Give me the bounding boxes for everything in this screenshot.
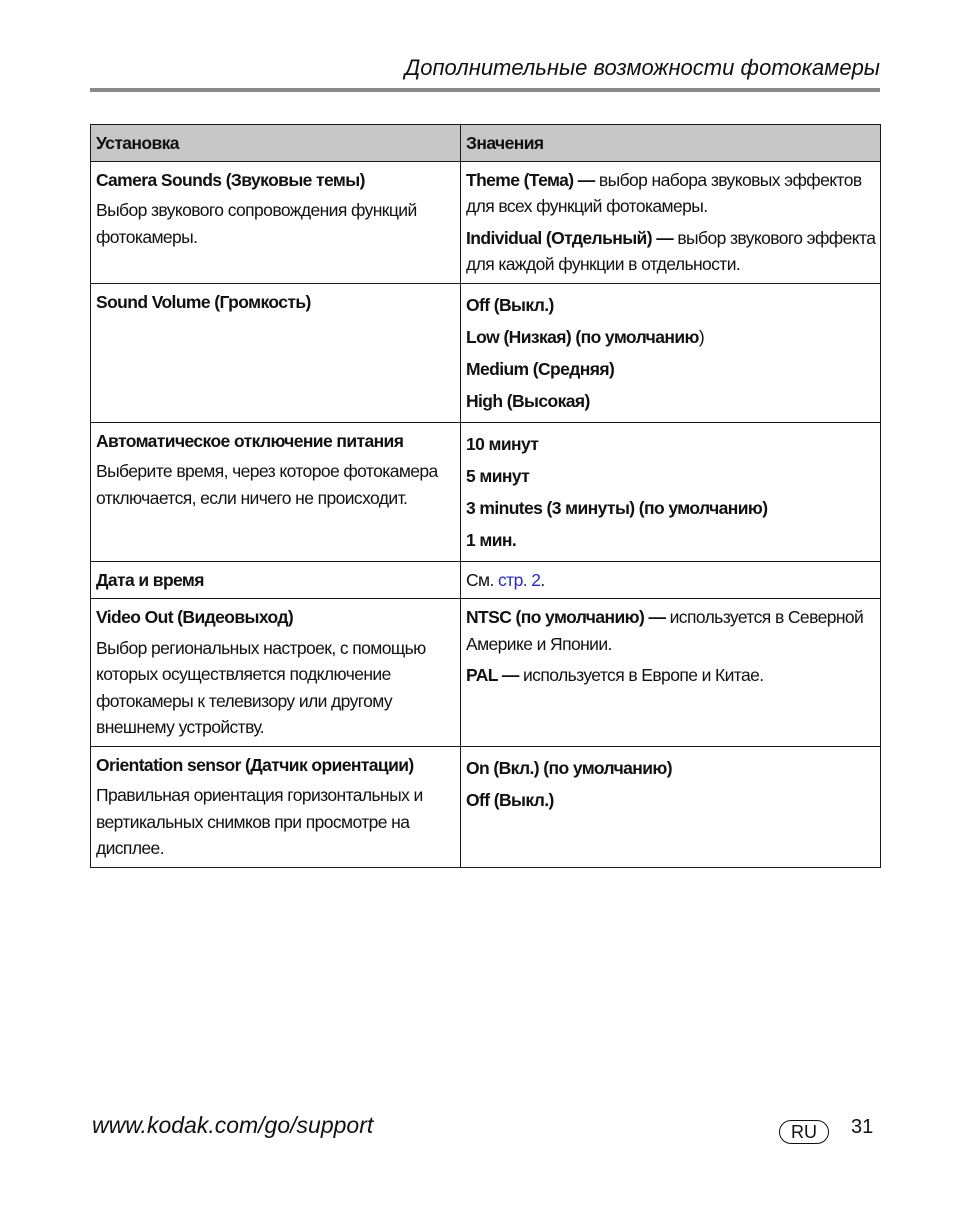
setting-cell — [91, 161, 461, 283]
value-label: Theme (Тема) — — [466, 169, 595, 190]
value-option — [466, 662, 876, 689]
value-text: используется в Северной Америке и Японии. — [466, 607, 864, 654]
page-header-title: Дополнительные возможности фотокамеры — [404, 55, 880, 80]
value-label: Low (Низкая) (по умолчанию — [466, 326, 699, 347]
value-option: High (Высокая) — [466, 390, 590, 411]
value-option: 10 минут — [466, 433, 539, 454]
setting-name: Video Out (Видеовыход) — [96, 607, 294, 627]
setting-name: Sound Volume (Громкость) — [96, 291, 311, 312]
value-text: используется в Европе и Китае. — [518, 665, 764, 685]
value-option: Off (Выкл.) — [466, 294, 554, 315]
setting-cell — [91, 599, 461, 747]
table-header-row — [91, 125, 881, 162]
setting-cell — [91, 561, 461, 599]
value-option: 3 minutes (3 минуты) (по умолчанию) — [466, 497, 768, 518]
setting-name: Автоматическое отключение питания — [96, 430, 404, 451]
setting-name: Дата и время — [96, 569, 204, 590]
values-cell — [461, 283, 881, 422]
column-header-values: Значения — [461, 125, 881, 162]
support-url: www.kodak.com/go/support — [92, 1112, 374, 1138]
value-label: PAL — — [466, 665, 519, 685]
values-cell — [461, 746, 881, 867]
setting-description: Выбор региональных настроек, с помощью которых осуществляется подключение фотокамеры к телевизору или другому внешнему устройству. — [96, 637, 426, 737]
setting-description: Правильная ориентация горизонтальных и вертикальных снимков при просмотре на дисплее. — [96, 785, 423, 858]
setting-name: Camera Sounds (Звуковые темы) — [96, 169, 365, 190]
setting-name: Orientation sensor (Датчик ориентации) — [96, 754, 414, 775]
value-label: NTSC (по умолчанию) — — [466, 607, 666, 627]
settings-table — [90, 124, 881, 868]
setting-cell — [91, 283, 461, 422]
value-label: Individual (Отдельный) — — [466, 227, 674, 248]
setting-description: Выбор звукового сопровождения функций фотокамеры. — [96, 200, 417, 247]
value-option: Off (Выкл.) — [466, 789, 554, 810]
values-cell — [461, 599, 881, 747]
value-option: 5 минут — [466, 465, 530, 486]
value-text: выбор звукового эффекта для каждой функции в отдельности. — [466, 227, 876, 274]
header-divider — [90, 88, 880, 92]
value-option — [466, 321, 876, 353]
value-option — [466, 167, 876, 220]
setting-description: Выберите время, через которое фотокамера отключается, если ничего не происходит. — [96, 461, 438, 508]
setting-cell — [91, 746, 461, 867]
values-cell — [461, 161, 881, 283]
table-row — [91, 422, 881, 561]
value-option — [466, 604, 876, 657]
value-option — [466, 225, 876, 278]
page-number: 31 — [851, 1116, 874, 1138]
page-reference-link[interactable]: стр. 2 — [498, 569, 541, 590]
table-row — [91, 283, 881, 422]
table-row — [91, 746, 881, 867]
value-text: выбор набора звуковых эффектов для всех функций фотокамеры. — [466, 169, 862, 216]
setting-cell — [91, 422, 461, 561]
values-cell — [461, 422, 881, 561]
value-option: 1 мин. — [466, 529, 517, 550]
value-suffix: ) — [698, 326, 705, 347]
table-row — [91, 561, 881, 599]
table-row — [91, 599, 881, 747]
value-option: On (Вкл.) (по умолчанию) — [466, 757, 672, 778]
values-cell — [461, 561, 881, 599]
value-suffix: . — [540, 569, 545, 590]
value-prefix: См. — [466, 569, 498, 590]
table-row — [91, 161, 881, 283]
language-badge: RU — [779, 1120, 829, 1144]
value-option: Medium (Средняя) — [466, 358, 615, 379]
column-header-setting: Установка — [91, 125, 461, 162]
